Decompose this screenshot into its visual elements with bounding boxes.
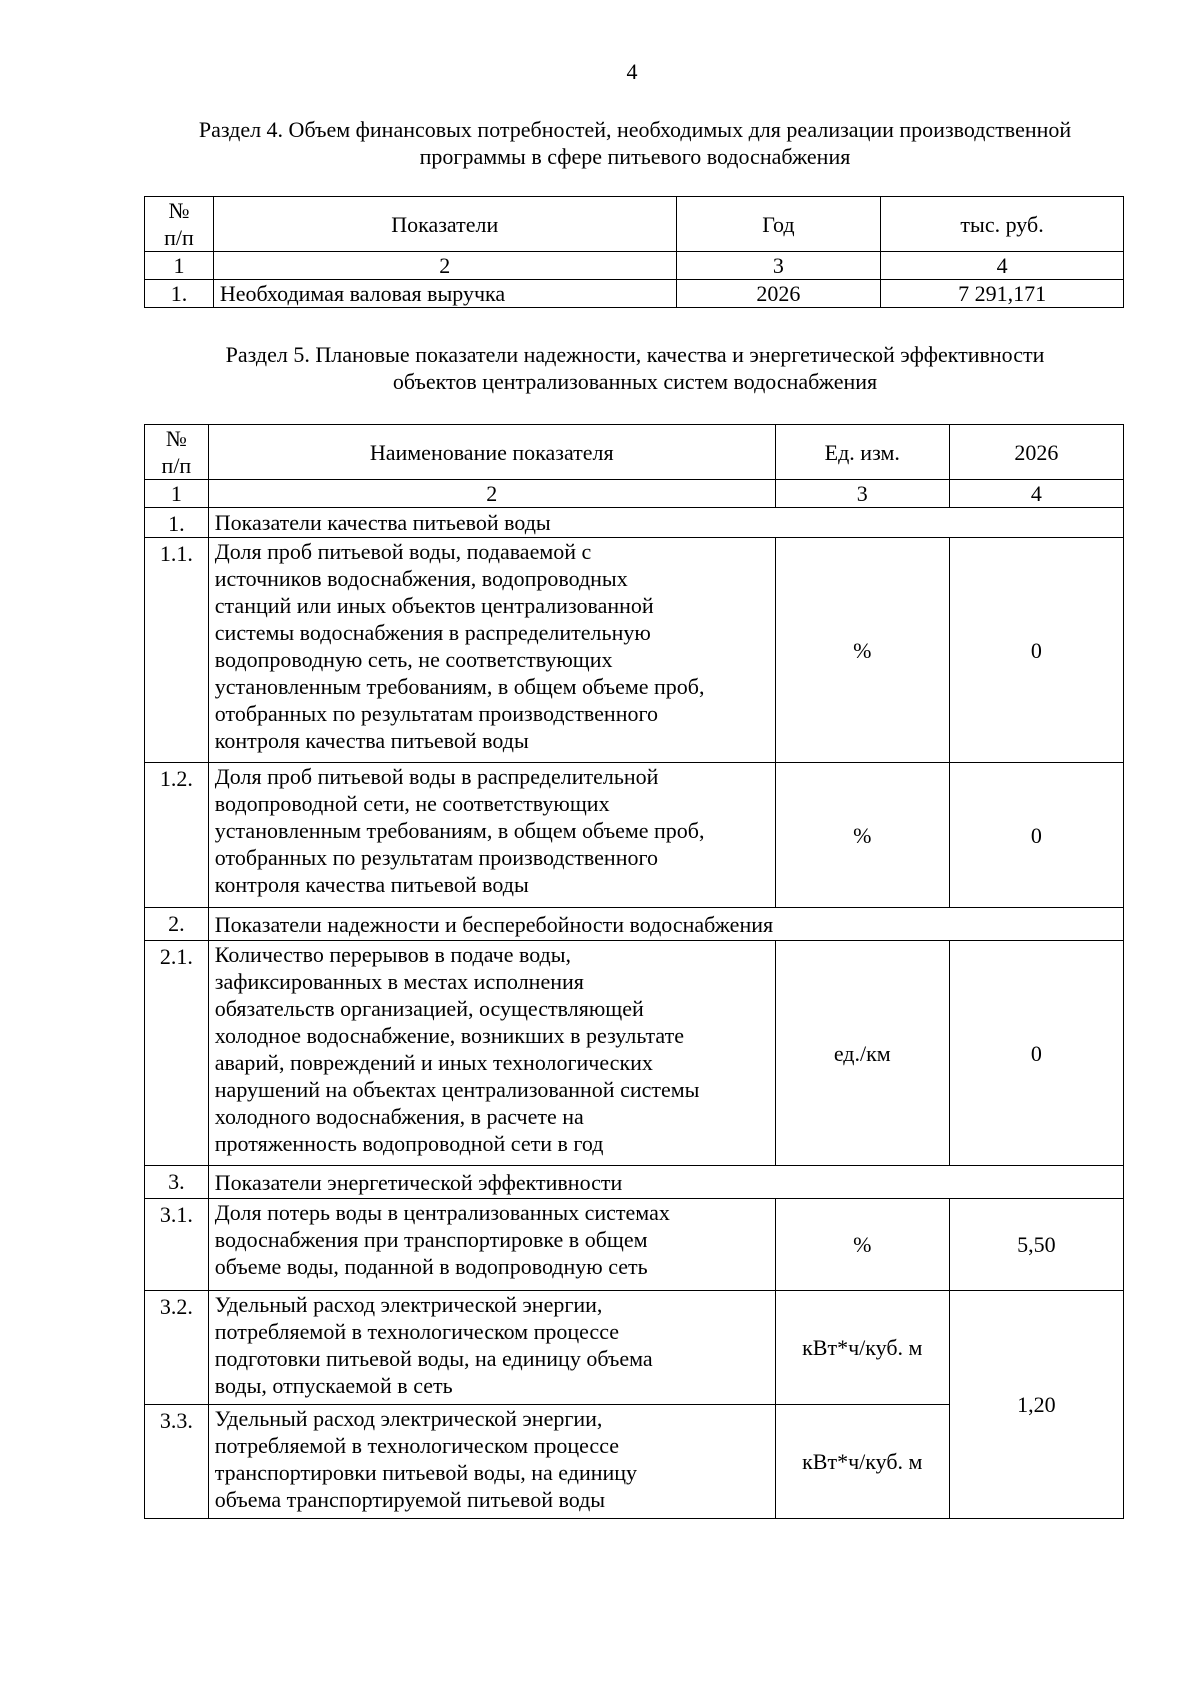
header-name: Наименование показателя [208, 425, 775, 480]
row-indicator: Необходимая валовая выручка [213, 280, 676, 308]
section-5-title-line-1: Раздел 5. Плановые показатели надежности, качества и энергетической эффективности [225, 342, 1045, 367]
row-unit: ед./км [775, 941, 949, 1166]
group-title: Показатели надежности и бесперебойности водоснабжения [208, 908, 1123, 941]
row-value: 5,50 [949, 1199, 1123, 1291]
row-name-line: транспортировки питьевой воды, на единицу [214, 1460, 638, 1485]
row-name-line: потребляемой в технологическом процессе [214, 1319, 619, 1344]
header-num-line-2: п/п [161, 453, 192, 478]
section-5-title [140, 341, 1130, 395]
row-name-line: водоснабжения при транспортировке в общем [214, 1227, 648, 1252]
row-name-line: зафиксированных в местах исполнения [214, 969, 584, 994]
row-num: 3.3. [145, 1405, 209, 1519]
row-name-line: обязательств организацией, осуществляющей [214, 996, 644, 1021]
table-row [145, 1199, 1124, 1291]
row-name-line: отобранных по результатам производственного [214, 845, 658, 870]
row-name-line: станций или иных объектов централизованной [214, 593, 654, 618]
row-name [208, 1405, 775, 1519]
row-name-line: системы водоснабжения в распределительную [214, 620, 651, 645]
group-row [145, 1166, 1124, 1199]
header-num [145, 425, 209, 480]
group-num: 2. [145, 908, 209, 941]
table-row [145, 538, 1124, 763]
row-unit: % [775, 538, 949, 763]
col-number: 3 [775, 480, 949, 508]
table-row [145, 763, 1124, 908]
row-name-line: Удельный расход электрической энергии, [214, 1406, 603, 1431]
row-name-line: холодное водоснабжение, возникших в результате [214, 1023, 684, 1048]
col-number: 4 [881, 252, 1124, 280]
table-row [145, 280, 1124, 308]
row-unit: % [775, 763, 949, 908]
row-num: 2.1. [145, 941, 209, 1166]
row-value: 0 [949, 763, 1123, 908]
row-num: 1.2. [145, 763, 209, 908]
row-name-line: источников водоснабжения, водопроводных [214, 566, 628, 591]
row-name-line: аварий, повреждений и иных технологических [214, 1050, 653, 1075]
row-unit: кВт*ч/куб. м [775, 1291, 949, 1405]
row-name [208, 941, 775, 1166]
header-num-line-1: № [165, 426, 187, 451]
group-row [145, 508, 1124, 538]
row-name-line: водопроводную сеть, не соответствующих [214, 647, 613, 672]
section-5-title-line-2: объектов централизованных систем водоснабжения [392, 369, 878, 394]
group-title: Показатели качества питьевой воды [208, 508, 1123, 538]
row-name-line: воды, отпускаемой в сеть [214, 1373, 453, 1398]
row-name-line: объема транспортируемой питьевой воды [214, 1487, 606, 1512]
row-name [208, 538, 775, 763]
col-number: 3 [676, 252, 881, 280]
header-num-line-2: п/п [164, 225, 194, 250]
header-year: 2026 [949, 425, 1123, 480]
row-name-line: отобранных по результатам производственного [214, 701, 658, 726]
header-num-line-1: № [168, 198, 190, 223]
header-unit: Ед. изм. [775, 425, 949, 480]
header-num [145, 197, 214, 252]
row-name-line: Удельный расход электрической энергии, [214, 1292, 603, 1317]
row-name [208, 1199, 775, 1291]
row-name-line: Доля потерь воды в централизованных системах [214, 1200, 670, 1225]
table-row [145, 941, 1124, 1166]
row-name-line: установленным требованиям, в общем объеме проб, [214, 674, 705, 699]
row-num: 1. [145, 280, 214, 308]
row-num: 1.1. [145, 538, 209, 763]
group-title: Показатели энергетической эффективности [208, 1166, 1123, 1199]
col-number: 2 [208, 480, 775, 508]
col-number: 1 [145, 252, 214, 280]
page-number: 4 [626, 59, 638, 84]
row-name-line: Доля проб питьевой воды, подаваемой с [214, 539, 592, 564]
table-header-row [145, 197, 1124, 252]
row-amount: 7 291,171 [881, 280, 1124, 308]
group-num: 3. [145, 1166, 209, 1199]
section-4-title [140, 116, 1130, 170]
column-number-row [145, 480, 1124, 508]
row-name-line: нарушений на объектах централизованной системы [214, 1077, 700, 1102]
row-name-line: контроля качества питьевой воды [214, 872, 529, 897]
row-value: 1,20 [949, 1291, 1123, 1519]
row-name [208, 763, 775, 908]
section-4-title-line-2: программы в сфере питьевого водоснабжения [419, 144, 851, 169]
row-name-line: водопроводной сети, не соответствующих [214, 791, 610, 816]
group-row [145, 908, 1124, 941]
row-name-line: Количество перерывов в подаче воды, [214, 942, 572, 967]
row-name-line: объеме воды, поданной в водопроводную сеть [214, 1254, 648, 1279]
row-name-line: Доля проб питьевой воды в распределительной [214, 764, 659, 789]
row-year: 2026 [676, 280, 881, 308]
row-unit: % [775, 1199, 949, 1291]
row-name-line: потребляемой в технологическом процессе [214, 1433, 619, 1458]
header-indicator: Показатели [213, 197, 676, 252]
column-number-row [145, 252, 1124, 280]
row-name-line: установленным требованиям, в общем объеме проб, [214, 818, 705, 843]
col-number: 2 [213, 252, 676, 280]
table-header-row [145, 425, 1124, 480]
header-amount: тыс. руб. [881, 197, 1124, 252]
row-value: 0 [949, 538, 1123, 763]
col-number: 1 [145, 480, 209, 508]
row-name-line: холодного водоснабжения, в расчете на [214, 1104, 584, 1129]
row-unit: кВт*ч/куб. м [775, 1405, 949, 1519]
indicators-table [144, 424, 1124, 1519]
row-name-line: контроля качества питьевой воды [214, 728, 529, 753]
table-row [145, 1291, 1124, 1405]
row-name-line: протяженность водопроводной сети в год [214, 1131, 604, 1156]
section-4-title-line-1: Раздел 4. Объем финансовых потребностей, необходимых для реализации производственной [198, 117, 1072, 142]
row-name [208, 1291, 775, 1405]
row-value: 0 [949, 941, 1123, 1166]
row-num: 3.2. [145, 1291, 209, 1405]
header-year: Год [676, 197, 881, 252]
col-number: 4 [949, 480, 1123, 508]
row-name-line: подготовки питьевой воды, на единицу объема [214, 1346, 653, 1371]
group-num: 1. [145, 508, 209, 538]
financial-needs-table [144, 196, 1124, 308]
row-num: 3.1. [145, 1199, 209, 1291]
